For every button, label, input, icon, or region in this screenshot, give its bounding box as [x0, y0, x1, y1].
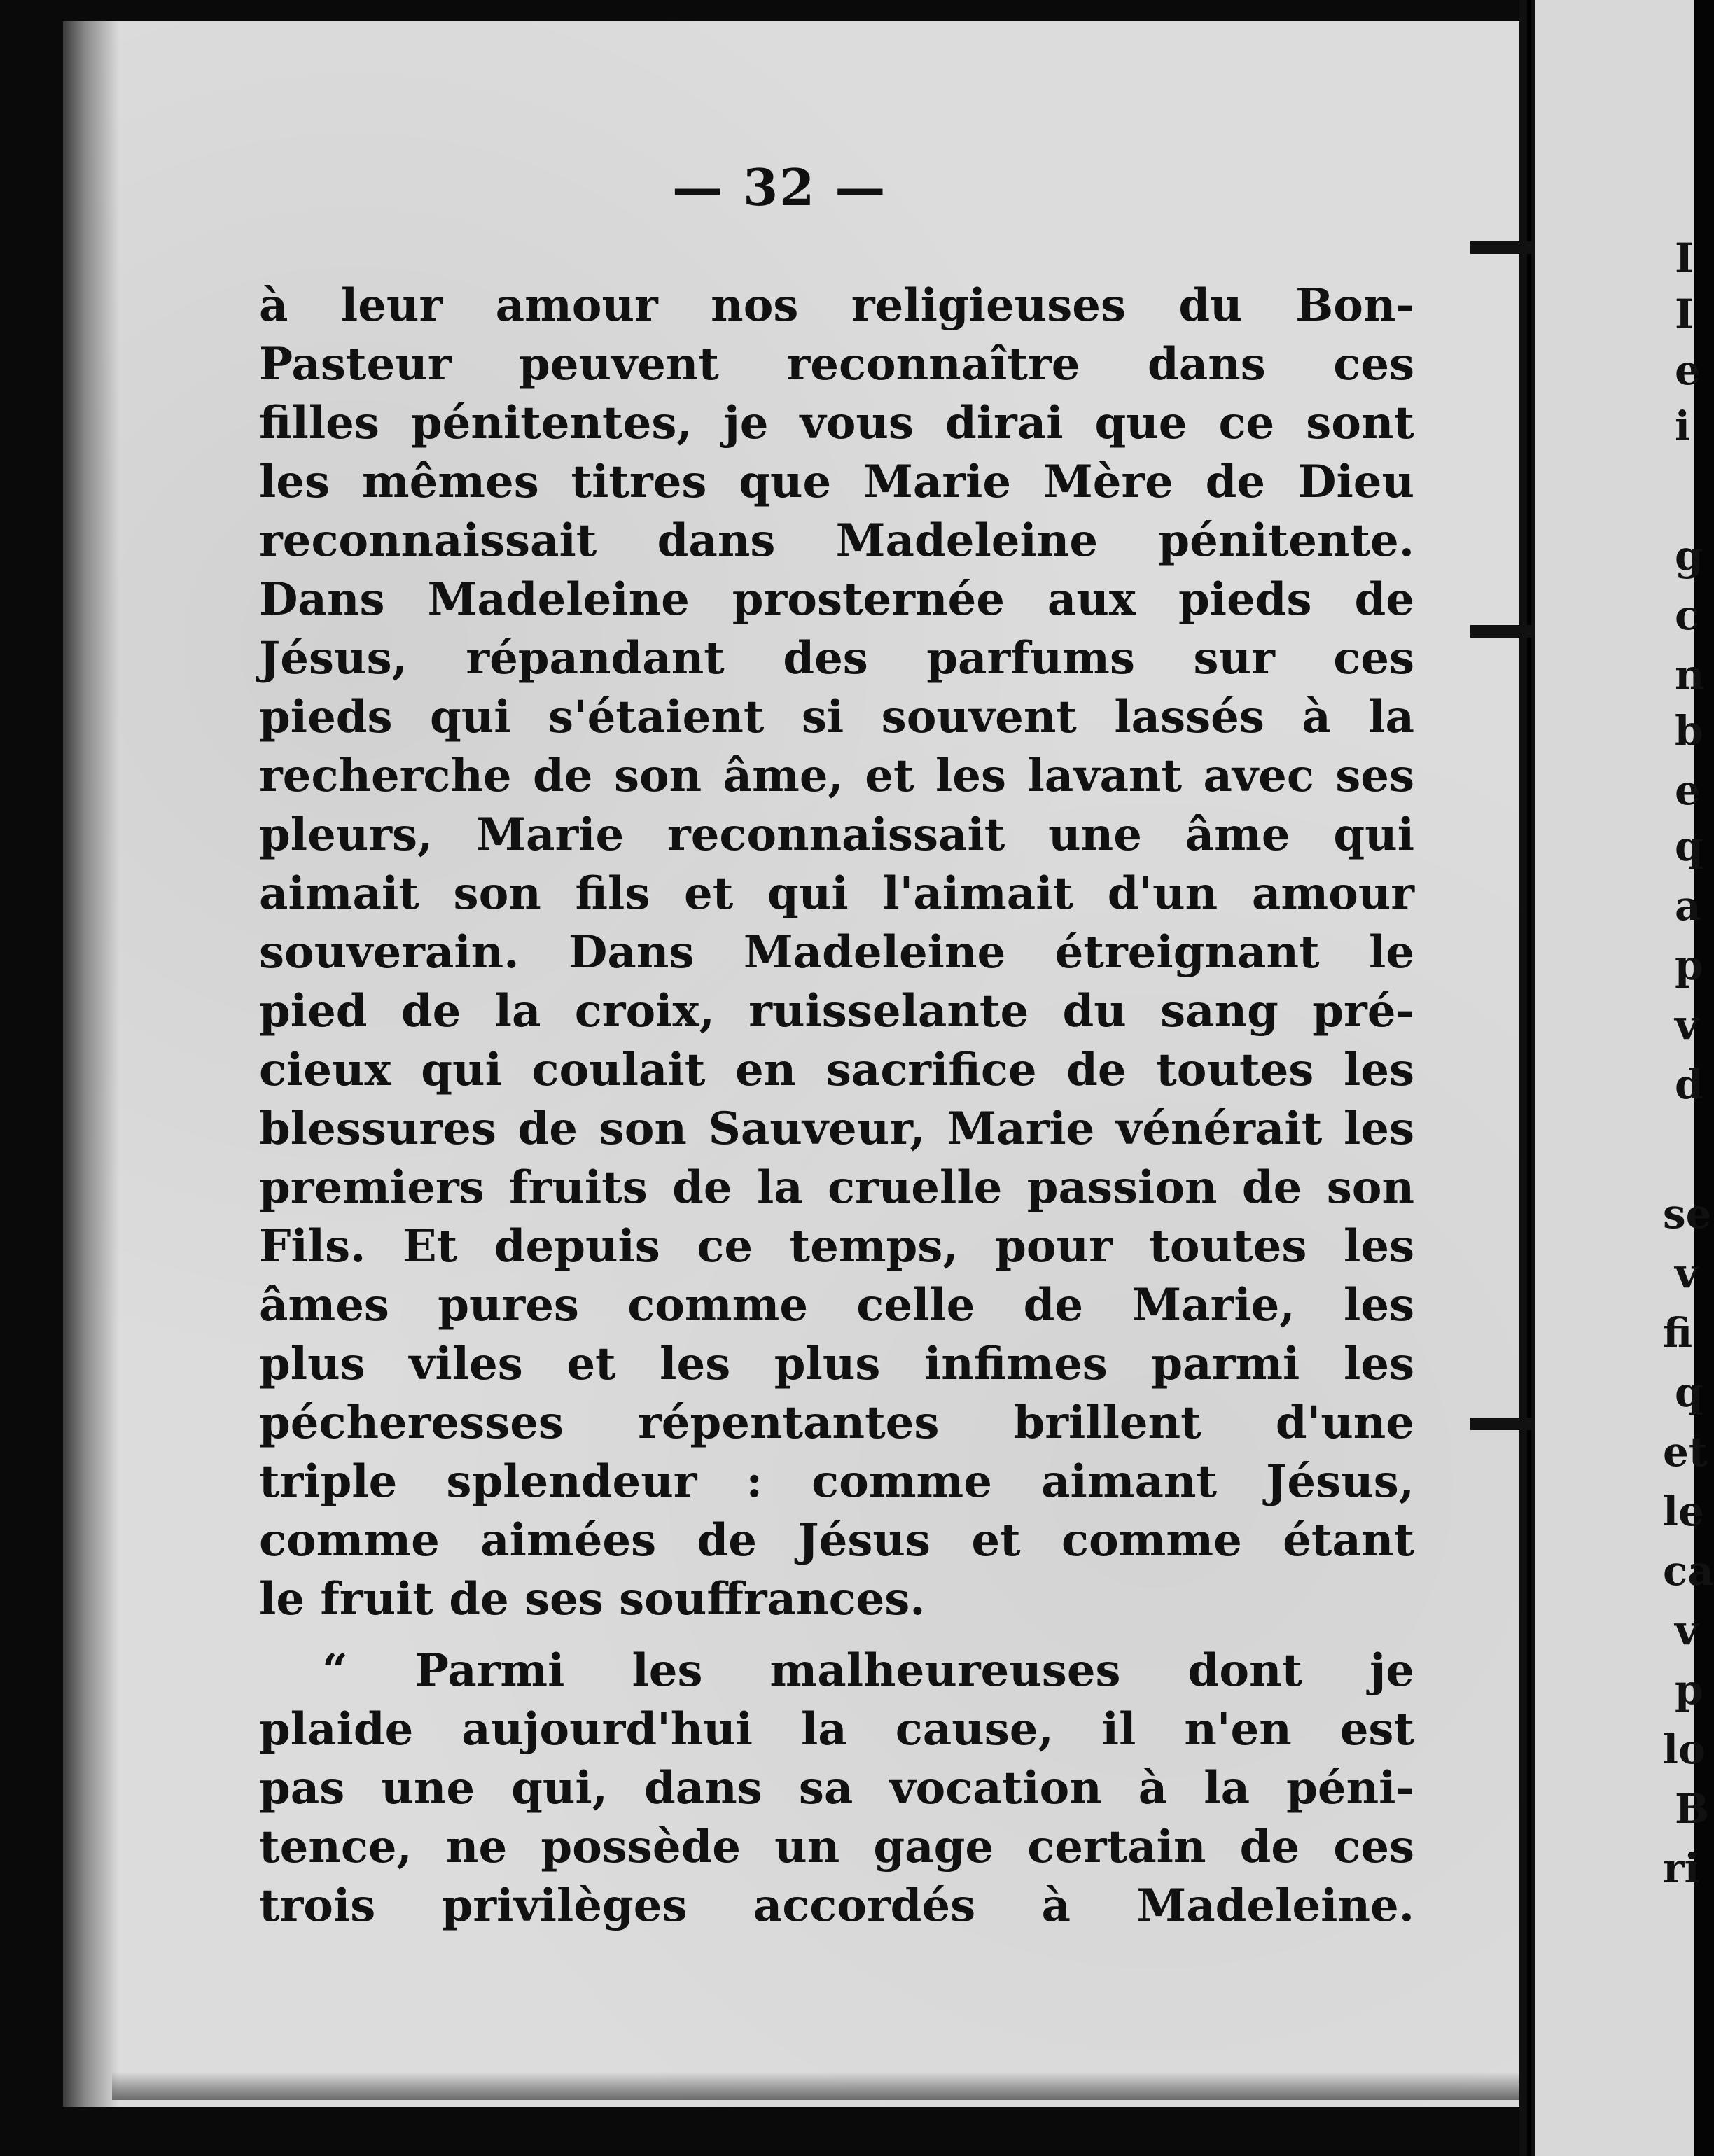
facing-page-fragment: le: [1663, 1488, 1704, 1535]
text-line: âmes pures comme celle de Marie, les: [259, 1279, 1414, 1331]
text-line: comme aimées de Jésus et comme étant: [259, 1514, 1414, 1567]
text-line: souverain. Dans Madeleine étreignant le: [259, 926, 1414, 979]
text-line: Fils. Et depuis ce temps, pour toutes les: [259, 1220, 1414, 1273]
facing-page-fragment: se: [1663, 1190, 1712, 1238]
text-line: pied de la croix, ruisselante du sang pré-: [259, 985, 1414, 1037]
facing-page-fragment: a: [1675, 882, 1701, 930]
text-line: pas une qui, dans sa vocation à la péni-: [259, 1762, 1414, 1814]
facing-page-fragment: et: [1663, 1428, 1708, 1476]
text-line: reconnaissait dans Madeleine pénitente.: [259, 514, 1414, 567]
text-line: recherche de son âme, et les lavant avec ses: [259, 750, 1414, 802]
text-line: pécheresses répentantes brillent d'une: [259, 1396, 1414, 1449]
page-bottom-edge: [112, 2072, 1519, 2100]
text-line: cieux qui coulait en sacrifice de toutes les: [259, 1044, 1414, 1096]
facing-page-fragment: c: [1675, 592, 1700, 639]
text-line: les mêmes titres que Marie Mère de Dieu: [259, 456, 1414, 508]
text-line: blessures de son Sauveur, Marie vénérait les: [259, 1102, 1414, 1155]
facing-page-fragment: p: [1675, 941, 1703, 989]
text-line: à leur amour nos religieuses du Bon-: [259, 279, 1414, 332]
facing-page-fragment: n: [1675, 651, 1705, 699]
facing-page-fragment: ri: [1663, 1844, 1700, 1892]
facing-page-fragment: ca: [1663, 1547, 1714, 1595]
facing-page-strip: [1535, 0, 1694, 2156]
facing-page-fragment: e: [1675, 766, 1701, 814]
text-line: Jésus, répandant des parfums sur ces: [259, 632, 1414, 685]
text-line: Dans Madeleine prosternée aux pieds de: [259, 573, 1414, 626]
text-line: plaide aujourd'hui la cause, il n'en est: [259, 1703, 1414, 1756]
facing-page-fragment: v: [1675, 1606, 1699, 1654]
text-line: filles pénitentes, je vous dirai que ce sont: [259, 397, 1414, 449]
text-line: tence, ne possède un gage certain de ces: [259, 1821, 1414, 1873]
facing-page-fragment: p: [1675, 1666, 1703, 1714]
text-line: plus viles et les plus infimes parmi les: [259, 1338, 1414, 1390]
facing-page-fragment: q: [1675, 822, 1703, 870]
text-line: Pasteur peuvent reconnaître dans ces: [259, 338, 1414, 391]
facing-page-fragment: i: [1675, 402, 1691, 450]
facing-page-fragment: B: [1675, 1785, 1710, 1833]
facing-page-fragment: I: [1675, 290, 1694, 338]
facing-page-fragment: d: [1675, 1060, 1703, 1108]
text-line: trois privilèges accordés à Madeleine.: [259, 1879, 1414, 1932]
text-line: le fruit de ses souffrances.: [259, 1573, 926, 1625]
text-line: triple splendeur : comme aimant Jésus,: [259, 1455, 1414, 1508]
text-line: pleurs, Marie reconnaissait une âme qui: [259, 808, 1414, 861]
facing-page-fragment: b: [1675, 707, 1703, 755]
facing-page-fragment: fi: [1663, 1309, 1693, 1357]
text-line: “ Parmi les malheureuses dont je: [322, 1644, 1414, 1697]
text-line: aimait son fils et qui l'aimait d'un amour: [259, 867, 1414, 920]
text-line: premiers fruits de la cruelle passion de son: [259, 1161, 1414, 1214]
facing-page-fragment: I: [1675, 234, 1694, 282]
facing-page-fragment: lo: [1663, 1726, 1706, 1773]
binding-thread: [1527, 0, 1531, 2156]
facing-page-fragment: v: [1675, 1250, 1699, 1297]
page-number: — 32 —: [672, 158, 887, 217]
facing-page-fragment: q: [1675, 1368, 1703, 1416]
facing-page-fragment: v: [1675, 1001, 1699, 1049]
facing-page-fragment: g: [1675, 532, 1703, 580]
page-edge-shadow: [63, 21, 119, 2107]
text-line: pieds qui s'étaient si souvent lassés à la: [259, 691, 1414, 743]
facing-page-fragment: e: [1675, 346, 1701, 394]
